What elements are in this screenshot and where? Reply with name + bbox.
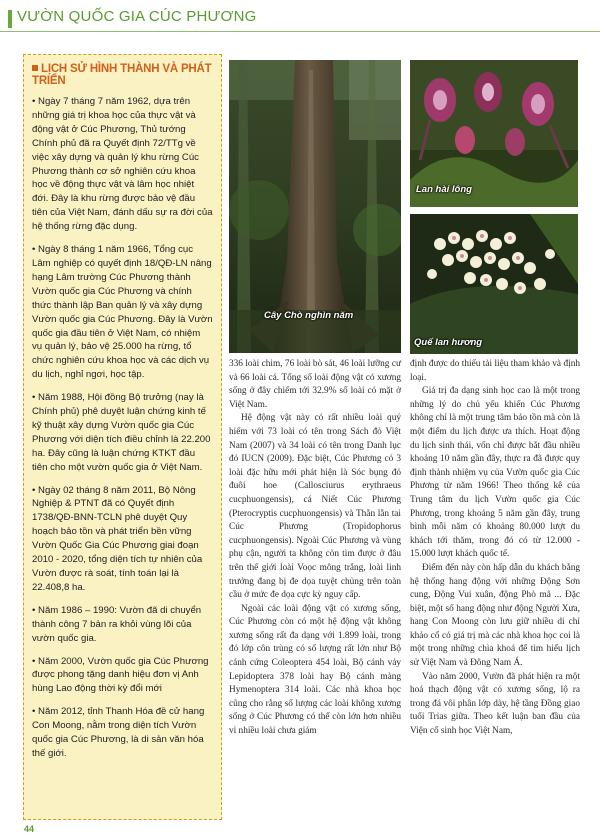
history-item: • Ngày 7 tháng 7 năm 1962, dựa trên những giá trị khoa học của thực vật và động vật ở Cúc Phương, Thủ tướng Chính phủ đã ra Quyết định 72/TTg về việc xây dựng và quản lý khu rừng Cúc Phương thành cơ sở nghiên cứu khoa học về động thực vật và lâm học nhiệt đới. Đây là khu rừng được bảo vệ đầu tiên của Việt Nam, đánh dấu sự ra đời của hệ thống rừng đặc dụng. <box>32 96 213 233</box>
history-item: • Ngày 02 tháng 8 năm 2011, Bộ Nông Nghiệp & PTNT đã có Quyết định 1738/QĐ-BNN-TCLN phê duyệt Quy hoạch bảo tồn và phát triển bền vững Vườn Quốc Gia Cúc Phương giai đoạn 2010 - 2020, tổng diện tích tự nhiên của Vườn được rà soát, tính toán lại là 22.408,8 ha. <box>32 484 203 593</box>
body-paragraph: 336 loài chim, 76 loài bò sát, 46 loài lưỡng cư và 66 loài cá. Tổng số loài động vật có xương sống ở đây chiếm tới 32.9% số loài có mặt ở Việt Nam. <box>229 359 401 410</box>
history-item: • Ngày 8 tháng 1 năm 1966, Tổng cục Lâm nghiệp có quyết định 18/QĐ-LN nâng hạng Lâm trường Cúc Phương thành Vườn quốc gia Cúc Phương và chính thức thành lập Ban quản lý và xây dựng Vườn quốc gia Cúc Phương. Đây là Vườn quốc gia đầu tiên ở Việt Nam, có nhiệm vụ quản lý, bảo vệ 25.000 ha rừng, tổ chức nghiên cứu khoa học và các dịch vụ du lịch, nghỉ ngơi, học tập. <box>32 244 213 381</box>
page-number: 44 <box>24 824 35 834</box>
tree-caption: Cây Chò nghìn năm <box>264 310 354 321</box>
page-header <box>0 6 600 32</box>
history-item: • Năm 2012, tỉnh Thanh Hóa đề cử hang Con Moong, nằm trong diện tích Vườn quốc gia Cúc Phương, là di sản văn hóa thế giới. <box>32 706 205 759</box>
body-paragraph: Điểm đến này còn hấp dẫn du khách bằng hệ thống hang động với những Động Sơn cung, Động Vui xuân, động Phò mã ... Đặc biệt, một số hang động như động Người Xưa, hang Con Moong còn lưu giữ nhiều di chỉ khảo cổ có giá trị mà các nhà khoa học coi là một trong những chìa khoá để tìm hiểu lịch sử Việt Nam và Đông Nam Á. <box>410 562 580 669</box>
header-accent-bar <box>8 10 12 28</box>
body-paragraph: Giá trị đa dạng sinh học cao là một trong những lý do chủ yếu khiến Cúc Phương không chỉ là một trung tâm bảo tồn mà còn là một điểm du lịch được ưa thích. Hoạt động du lịch sinh thái, vốn chỉ được bắt đầu nhiều khoảng 10 năm gần đây, thực ra đã được quy định thành nhiệm vụ của Vườn quốc gia Cúc Phương từ năm 1966! Theo thống kê của Trung tâm du lịch Vườn quốc gia Cúc Phương, trong khoảng 5 năm gần đây, trung bình mỗi năm có khoảng 80.000 lượt du khách tới thăm, trong đó có từ 12.000 - 15.000 lượt khách quốc tế. <box>410 386 580 560</box>
ancient-tree-photo <box>229 60 401 353</box>
body-paragraph: Ngoài các loài động vật có xương sống, Cúc Phương còn có một hệ động vật không xương sống rất đa dạng với 1.899 loài, trong đó lớp côn trùng có số lượng rất lớn như Bộ cánh cứng Coleoptera 454 loài, Bộ cánh vảy Lepidoptera 378 loài hay Bộ cánh màng Hymenoptera 314 loài. Các nhà khoa học cũng cho rằng số lượng các loài không xương sống ở Cúc Phương có thể còn lớn hơn nhiều vì nhiều loài chưa giám <box>229 603 401 737</box>
body-paragraph: định được do thiếu tài liệu tham khảo và định loại. <box>410 359 580 383</box>
orchid-photo-lan-hai-long <box>410 60 578 207</box>
history-sidebar <box>23 54 222 820</box>
right-column <box>410 358 580 739</box>
middle-column <box>229 358 401 739</box>
history-item: • Năm 1988, Hội đồng Bộ trưởng (nay là Chính phủ) phê duyệt luận chứng kinh tế kỹ thuật xây dựng Vườn quốc gia Cúc Phương với diện tích điều chỉnh là 22.200 ha. Đây cũng là luận chứng KTKT đầu tiên cho một vườn quốc gia ở Việt Nam. <box>32 392 211 473</box>
history-item: • Năm 2000, Vườn quốc gia Cúc Phương được phong tặng danh hiệu đơn vị Anh hùng Lao động thời kỳ đổi mới <box>32 655 209 695</box>
header-rule <box>0 31 600 32</box>
body-paragraph: Hệ động vật này có rất nhiều loài quý hiếm với 73 loài có tên trong Sách đỏ Việt Nam (2007) và 34 loài có tên trong Danh lục đỏ IUCN (2009). Đặc biệt, Cúc Phương có 3 loài đặc hữu mới phát hiện là Sóc bụng đỏ đuôi hoe (Callosciurus erythraeus cucphuongensis), cá Niết Cúc Phương (Pterocryptis cucphuongensis) và Thằn lằn tai Cúc Phương (Tropidophorus cucphuongensis). Ngoài Cúc Phương và vùng phụ cận, người ta không còn tìm được ở đâu trên thế giới loài Voọc mông trắng, loài linh trưởng đang bị đe dọa tuyệt chủng trên toàn cầu ở mức đe dọa cực kỳ nguy cấp. <box>229 413 401 601</box>
orchid-photo-que-lan-huong <box>410 214 578 354</box>
section-title: VƯỜN QUỐC GIA CÚC PHƯƠNG <box>17 8 257 25</box>
history-item: • Năm 1986 – 1990: Vườn đã di chuyển thành công 7 bản ra khỏi vùng lõi của vườn quốc gia. <box>32 604 202 644</box>
square-bullet-icon <box>32 65 38 71</box>
body-paragraph: Vào năm 2000, Vườn đã phát hiện ra một hoá thạch động vật có xương sống, lộ ra trong đá vôi phân lớp dày, hệ tầng Đồng giao tuổi Trias giữa. Theo kết luận ban đầu của Viện cổ sinh học Việt Nam, <box>410 671 580 737</box>
sidebar-title: LỊCH SỬ HÌNH THÀNH VÀ PHÁT TRIỂN <box>32 63 212 87</box>
orchid1-caption: Lan hài lông <box>416 184 472 195</box>
orchid2-caption: Quế lan hương <box>414 337 483 348</box>
